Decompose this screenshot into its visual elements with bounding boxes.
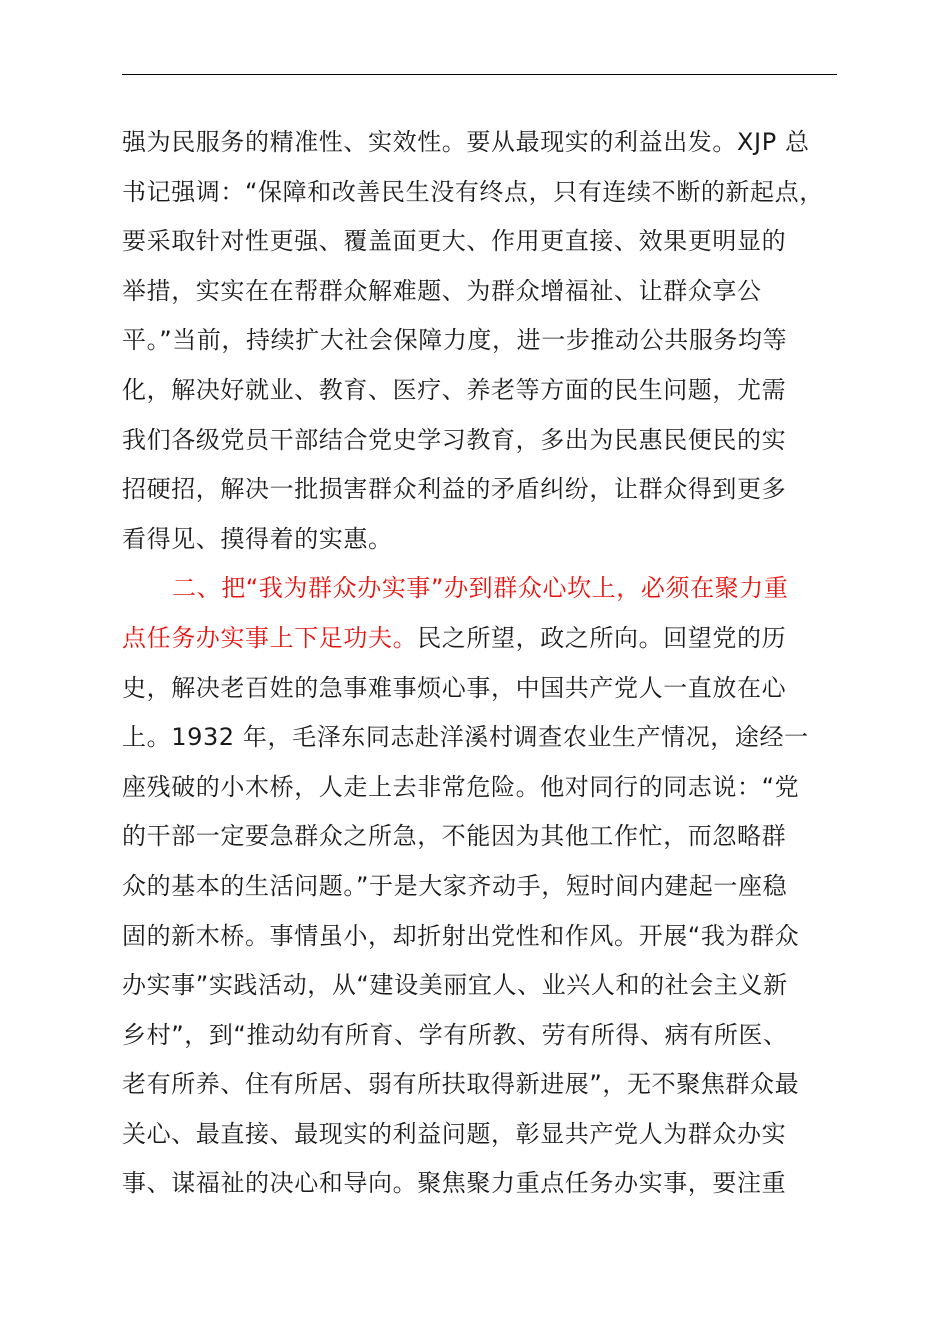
text-line [122, 366, 842, 416]
text-segment: 强为民服务的精准性、实效性。要从最现实的利益出发。XJP 总 [122, 128, 810, 156]
text-segment: 平。”当前，持续扩大社会保障力度，进一步推动公共服务均等 [122, 326, 788, 355]
text-line [122, 862, 842, 912]
text-line [122, 564, 842, 614]
text-line [122, 1011, 842, 1061]
text-line [122, 515, 842, 565]
text-segment: 我们各级党员干部结合党史学习教育，多出为民惠民便民的实 [122, 425, 787, 454]
text-segment: 民之所望，政之所向。回望党的历 [417, 623, 787, 652]
text-line [122, 812, 842, 862]
text-segment: 众的基本的生活问题。”于是大家齐动手，短时间内建起一座稳 [122, 871, 788, 900]
text-segment: 举措，实实在在帮群众解难题、为群众增福祉、让群众享公 [122, 276, 762, 305]
text-segment: 关心、最直接、最现实的利益问题，彰显共产党人为群众办实 [122, 1119, 787, 1148]
text-line [122, 118, 842, 168]
text-segment: 史，解决老百姓的急事难事烦心事，中国共产党人一直放在心 [122, 673, 787, 702]
text-segment: 招硬招，解决一批损害群众利益的矛盾纠纷，让群众得到更多 [122, 475, 787, 504]
text-segment: 书记强调：“保障和改善民生没有终点，只有连续不断的新起点， [122, 177, 824, 206]
text-segment: 的干部一定要急群众之所急，不能因为其他工作忙，而忽略群 [122, 822, 787, 851]
text-segment: 固的新木桥。事情虽小，却折射出党性和作风。开展“我为群众 [122, 921, 800, 950]
text-line [122, 168, 842, 218]
text-line [122, 961, 842, 1011]
text-line [122, 1060, 842, 1110]
text-line [122, 1159, 842, 1209]
header-divider [122, 74, 837, 75]
text-line [122, 416, 842, 466]
text-line [122, 267, 842, 317]
text-line [122, 713, 842, 763]
text-segment: 乡村”，到“推动幼有所育、学有所教、劳有所得、病有所医、 [122, 1020, 788, 1049]
text-segment: 化，解决好就业、教育、医疗、养老等方面的民生问题，尤需 [122, 375, 787, 404]
text-segment: 老有所养、住有所居、弱有所扶取得新进展”，无不聚焦群众最 [122, 1070, 800, 1099]
text-line [122, 763, 842, 813]
text-segment: 办实事”实践活动，从“建设美丽宜人、业兴人和的社会主义新 [122, 971, 788, 1000]
text-line [122, 217, 842, 267]
text-segment: 点任务办实事上下足功夫。 [122, 623, 418, 652]
text-line [122, 465, 842, 515]
text-segment: 座残破的小木桥，人走上去非常危险。他对同行的同志说：“党 [122, 772, 800, 801]
text-segment: 事、谋福祉的决心和导向。聚焦聚力重点任务办实事，要注重 [122, 1169, 787, 1198]
text-line [122, 912, 842, 962]
text-segment: 要采取针对性更强、覆盖面更大、作用更直接、效果更明显的 [122, 227, 787, 256]
text-segment: 上。1932 年，毛泽东同志赴洋溪村调查农业生产情况，途经一 [122, 723, 809, 752]
body-text [122, 118, 842, 1209]
text-line [122, 614, 842, 664]
text-segment: 二、把“我为群众办实事”办到群众心坎上，必须在聚力重 [172, 574, 789, 603]
text-line [122, 664, 842, 714]
text-line [122, 1110, 842, 1160]
text-line [122, 316, 842, 366]
text-segment: 看得见、摸得着的实惠。 [122, 524, 393, 553]
